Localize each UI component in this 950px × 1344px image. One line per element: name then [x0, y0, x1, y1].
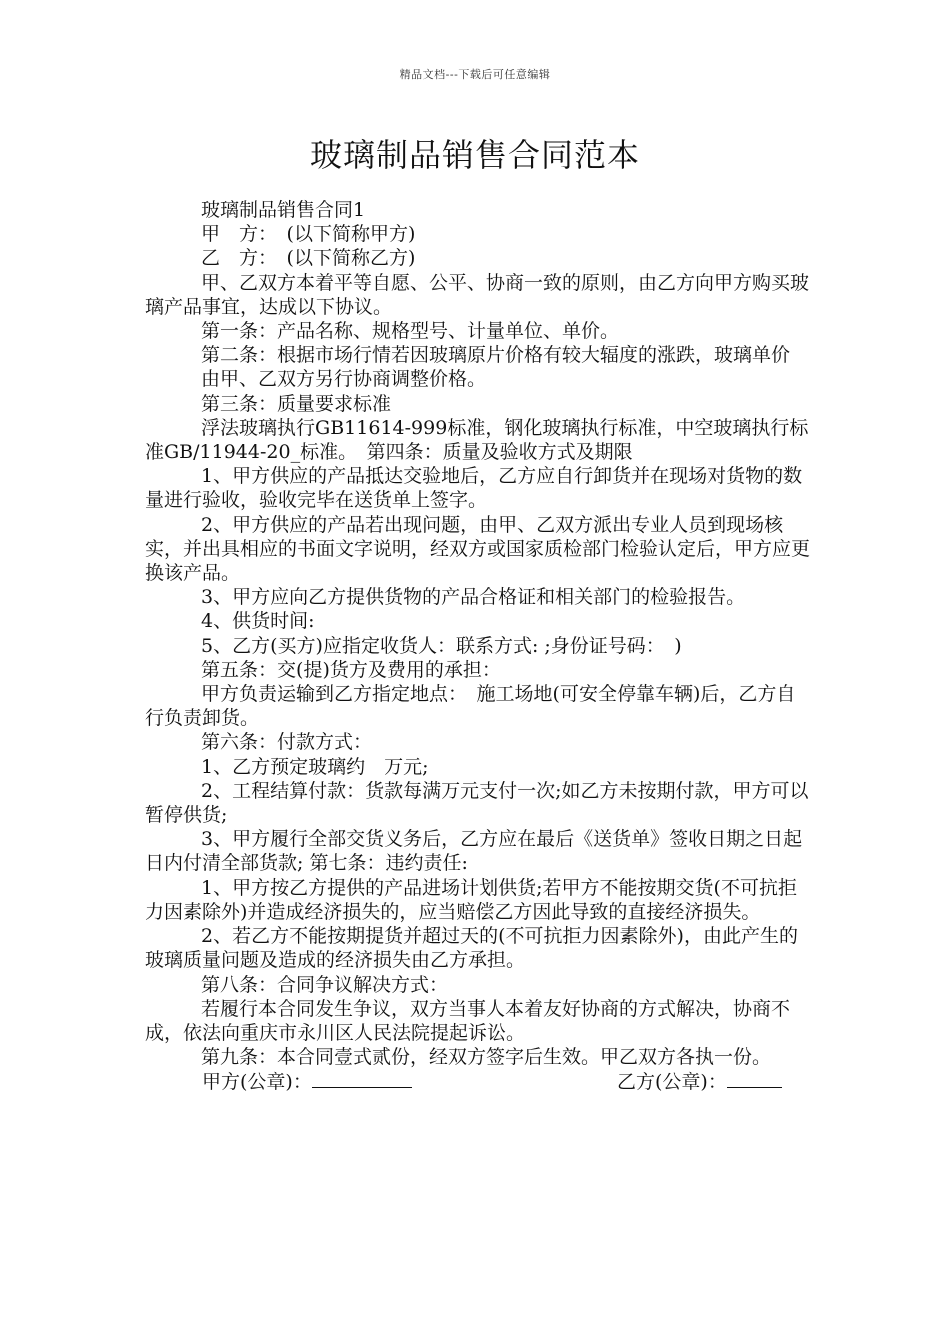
- paragraph-article-5: 第五条：交(提)货方及费用的承担：: [201, 658, 501, 681]
- paragraph-inspection-1: 1、甲方供应的产品抵达交验地后，乙方应自行卸货并在现场对货物的数量进行验收，验收完毕在送货单上签字。: [145, 465, 803, 512]
- paragraph-article-6: 第六条：付款方式：: [201, 731, 373, 754]
- paragraph-payment-3: 3、甲方履行全部交货义务后，乙方应在最后《送货单》签收日期之日起 日内付清全部货款; 第七条：违约责任:: [145, 828, 822, 875]
- paragraph-standards: 浮法玻璃执行GB11614-999标准，钢化玻璃执行标准，中空玻璃执行标准GB/11944-20_标准。 第四条：质量及验收方式及期限: [145, 416, 809, 464]
- paragraph-payment-1: 1、乙方预定玻璃约 万元;: [201, 755, 429, 778]
- party-b-signature: [617, 1069, 782, 1094]
- paragraph-article-2-cont: 由甲、乙双方另行协商调整价格。: [201, 368, 487, 391]
- paragraph-article-3: 第三条：质量要求标准: [201, 392, 392, 415]
- signature-row: [145, 1069, 810, 1093]
- party-a-signature-label: 甲方(公章)：: [202, 1071, 312, 1094]
- paragraph-article-8: 第八条：合同争议解决方式：: [201, 973, 449, 996]
- paragraph-inspection-3: 3、甲方应向乙方提供货物的产品合格证和相关部门的检验报告。: [201, 586, 746, 609]
- paragraph-liability-2: 2、若乙方不能按期提货并超过天的(不可抗拒力因素除外)，由此产生的玻璃质量问题及造成的经济损失由乙方承担。: [145, 925, 798, 972]
- paragraph-delivery-time: 4、供货时间:: [201, 610, 315, 633]
- paragraph-consignee: 5、乙方(买方)应指定收货人：联系方式: ;身份证号码： ): [201, 634, 682, 657]
- party-b-signature-label: 乙方(公章)：: [617, 1071, 727, 1094]
- paragraph-article-1: 第一条：产品名称、规格型号、计量单位、单价。: [201, 320, 620, 343]
- paragraph-party-b: 乙 方： (以下简称乙方): [201, 247, 416, 270]
- paragraph-preamble: 甲、乙双方本着平等自愿、公平、协商一致的原则，由乙方向甲方购买玻璃产品事宜，达成以下协议。: [145, 271, 810, 318]
- header-note: 精品文档---下载后可任意编辑: [399, 68, 551, 81]
- paragraph-inspection-2: 2、甲方供应的产品若出现问题，由甲、乙双方派出专业人员到现场核实，并出具相应的书面文字说明，经双方或国家质检部门检验认定后，甲方应更换该产品。: [145, 513, 811, 585]
- paragraph-party-a: 甲 方： (以下简称甲方): [201, 223, 416, 246]
- paragraph-article-2: 第二条：根据市场行情若因玻璃原片价格有较大辐度的涨跌，玻璃单价: [201, 344, 791, 367]
- paragraph-transport: 甲方负责运输到乙方指定地点： 施工场地(可安全停靠车辆)后，乙方自行负责卸货。: [145, 683, 796, 730]
- paragraph-contract-heading: 玻璃制品销售合同1: [201, 199, 366, 221]
- paragraph-article-9: 第九条：本合同壹式贰份，经双方签字后生效。甲乙双方各执一份。: [201, 1046, 772, 1069]
- document-title: 玻璃制品销售合同范本: [309, 136, 640, 174]
- contract-body: [145, 198, 822, 1094]
- party-a-signature: [202, 1069, 412, 1094]
- party-b-signature-line: [727, 1069, 782, 1088]
- paragraph-payment-2: 2、工程结算付款：货款每满万元支付一次;如乙方未按期付款，甲方可以暂停供货;: [145, 779, 809, 827]
- paragraph-dispute: 若履行本合同发生争议，双方当事人本着友好协商的方式解决，协商不成，依法向重庆市永川区人民法院提起诉讼。: [145, 997, 791, 1044]
- party-a-signature-line: [312, 1069, 412, 1088]
- paragraph-liability-1: 1、甲方按乙方提供的产品进场计划供货;若甲方不能按期交货(不可抗拒力因素除外)并造成经济损失的，应当赔偿乙方因此导致的直接经济损失。: [145, 876, 797, 923]
